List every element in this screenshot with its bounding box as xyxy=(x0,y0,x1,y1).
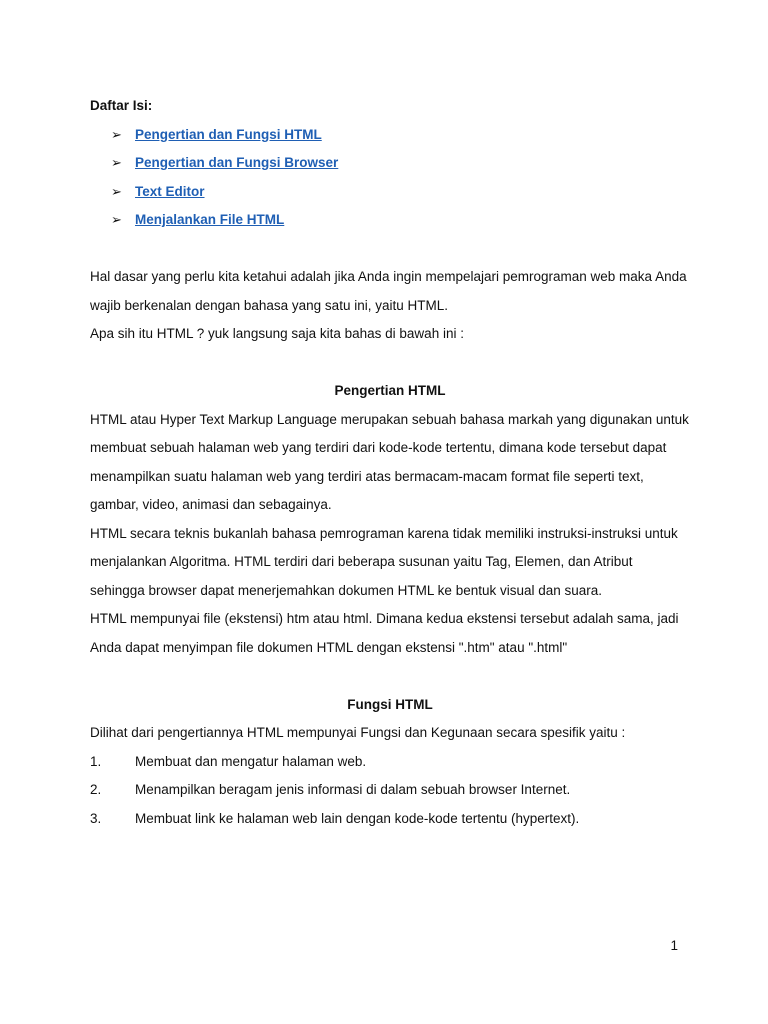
fungsi-list xyxy=(90,748,690,834)
spacer xyxy=(90,349,690,378)
toc-link-text-editor[interactable]: Text Editor xyxy=(135,183,205,199)
list-item xyxy=(90,776,690,805)
list-number: 3. xyxy=(90,810,102,826)
fungsi-intro: Dilihat dari pengertiannya HTML mempunyai Fungsi dan Kegunaan secara spesifik yaitu : xyxy=(90,725,626,740)
toc-item[interactable] xyxy=(90,149,690,178)
arrowhead-bullet-icon: ➢ xyxy=(111,126,122,142)
toc-item[interactable] xyxy=(90,121,690,150)
intro-paragraph: Hal dasar yang perlu kita ketahui adalah jika Anda ingin mempelajari pemrograman web maka Anda wajib berkenalan dengan bahasa yang satu ini, yaitu HTML. xyxy=(90,269,687,313)
section-heading-pengertian: Pengertian HTML xyxy=(334,383,446,398)
list-number: 2. xyxy=(90,782,102,797)
pengertian-paragraph-3: HTML mempunyai file (ekstensi) htm atau html. Dimana kedua ekstensi tersebut adalah sama, jadi Anda dapat menyimpan file dokumen HTML dengan ekstensi ".htm" atau ".html" xyxy=(90,611,679,655)
intro-question: Apa sih itu HTML ? yuk langsung saja kita bahas di bawah ini : xyxy=(90,326,464,341)
toc-item[interactable] xyxy=(90,178,690,207)
arrowhead-bullet-icon: ➢ xyxy=(111,212,122,227)
arrowhead-bullet-icon: ➢ xyxy=(111,155,122,170)
spacer xyxy=(90,662,690,691)
pengertian-paragraph-2: HTML secara teknis bukanlah bahasa pemrograman karena tidak memiliki instruksi-instruksi untuk menjalankan Algoritma. HTML terdiri dari beberapa susunan yaitu Tag, Elemen, dan Atribut sehingga browser dapat menerjemahkan dokumen HTML ke bentuk visual dan suara. xyxy=(90,525,678,598)
toc-title: Daftar Isi: xyxy=(90,98,153,113)
list-number: 1. xyxy=(90,753,102,769)
spacer xyxy=(90,235,690,264)
list-item-text: Membuat dan mengatur halaman web. xyxy=(135,753,367,769)
toc-link-pengertian-fungsi-html[interactable]: Pengertian dan Fungsi HTML xyxy=(135,126,322,142)
list-item-text: Membuat link ke halaman web lain dengan kode-kode tertentu (hypertext). xyxy=(135,810,580,826)
toc-item[interactable] xyxy=(90,206,690,235)
toc-list xyxy=(90,121,690,235)
section-heading-fungsi: Fungsi HTML xyxy=(347,696,433,712)
toc-link-menjalankan-file-html[interactable]: Menjalankan File HTML xyxy=(135,212,285,227)
list-item xyxy=(90,805,690,834)
pengertian-paragraph-1: HTML atau Hyper Text Markup Language merupakan sebuah bahasa markah yang digunakan untuk membuat sebuah halaman web yang terdiri dari kode-kode tertentu, dimana kode tersebut dapat menampilkan suatu halaman web yang terdiri atas bermacam-macam format file seperti text, gambar, video, animasi dan sebagainya. xyxy=(90,411,689,512)
document-content xyxy=(90,92,690,833)
page-number: 1 xyxy=(670,938,678,953)
list-item-text: Menampilkan beragam jenis informasi di dalam sebuah browser Internet. xyxy=(135,782,571,797)
list-item xyxy=(90,748,690,777)
toc-link-pengertian-fungsi-browser[interactable]: Pengertian dan Fungsi Browser xyxy=(135,155,339,170)
arrowhead-bullet-icon: ➢ xyxy=(111,183,122,199)
